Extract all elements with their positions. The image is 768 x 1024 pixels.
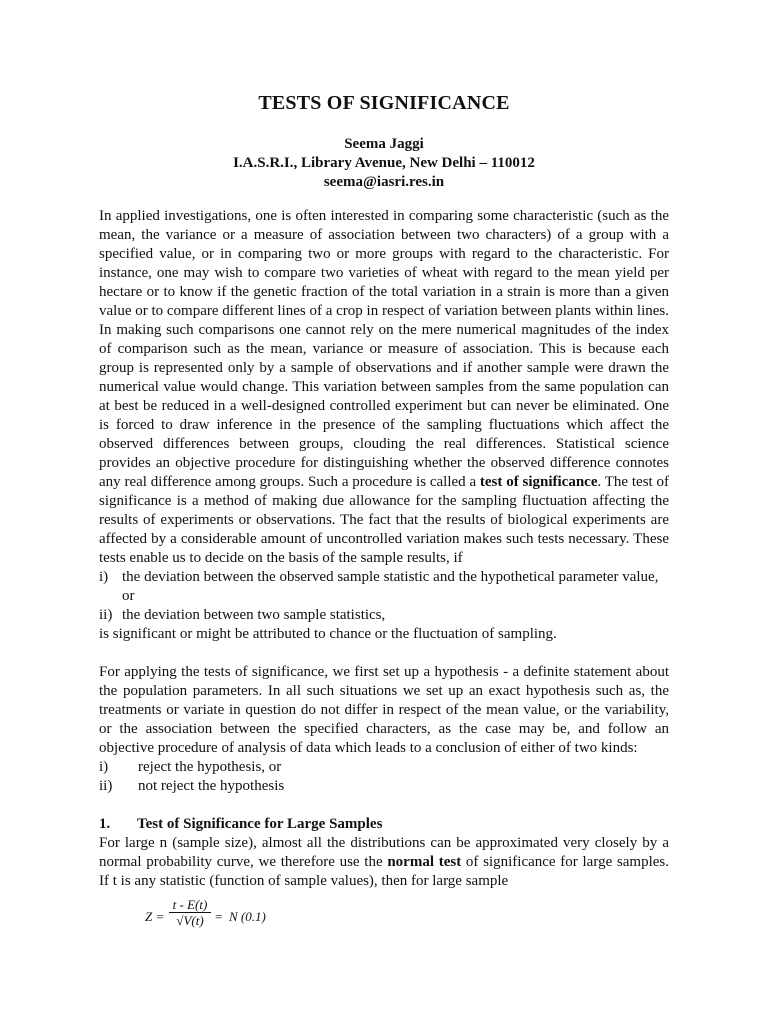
equation-equals: = [215, 909, 223, 924]
paragraph-gap [99, 644, 669, 663]
list-item [99, 758, 669, 777]
deviation-list [99, 568, 669, 625]
section-bold-term: normal test [387, 854, 462, 870]
list-item-text: reject the hypothesis, or [138, 759, 282, 775]
list-item-label: ii) [99, 607, 113, 623]
section-paragraph [99, 834, 669, 891]
intro-tail: is significant or might be attributed to chance or the fluctuation of sampling. [99, 626, 557, 642]
section-text-2: of significance for large samples. If t is any statistic (function of sample values), then for large sample [99, 854, 670, 889]
conclusion-list [99, 758, 669, 796]
list-item-text: or [122, 588, 135, 604]
equation-rhs: N (0.1) [229, 909, 266, 924]
equation-denominator [169, 913, 211, 929]
list-item-text: the deviation between the observed sample statistic and the hypothetical parameter value, [122, 569, 659, 585]
equation-lhs: Z = [145, 909, 165, 924]
list-item-label: ii) [99, 778, 113, 794]
list-item [99, 587, 669, 606]
list-item-label: i) [99, 569, 109, 585]
equation-denominator-text: V(t) [183, 913, 204, 928]
section-text-1: For large n (sample size), almost all the distributions can be approximated very closely by a normal probability curve, we therefore use the [99, 835, 669, 870]
section-title: Test of Significance for Large Samples [137, 816, 383, 832]
list-item [99, 777, 669, 796]
author-affiliation: I.A.S.R.I., Library Avenue, New Delhi – 110012 [233, 155, 535, 171]
intro-text-2: . The test of significance is a method of making due allowance for the sampling fluctuation affecting the results of experiments or observations. The fact that the results of biological experiments are affected by a considerable amount of uncontrolled variation makes such tests necessary. These tests enable us to decide on the basis of the sample results, if [99, 474, 669, 566]
document-title: TESTS OF SIGNIFICANCE [258, 92, 510, 114]
author-name: Seema Jaggi [344, 136, 424, 152]
list-item-text: not reject the hypothesis [138, 778, 285, 794]
intro-paragraph [99, 207, 669, 568]
list-item [99, 568, 669, 587]
equation-fraction [169, 897, 211, 929]
intro-text-1: In applied investigations, one is often interested in comparing some characteristic (such as the mean, the variance or a measure of association between two characters) of a group with a specified value, or in comparing two or more groups with regard to the characteristic. For instance, one may wish to compare two varieties of wheat with regard to the mean yield per hectare or to know if the genetic fraction of the total variation in a strain is more than a given value or to compare different lines of a crop in respect of variation between plants within lines. In making such comparisons one cannot rely on the mere numerical magnitudes of the index of comparison such as the mean, variance or measure of association. This is because each group is represented only by a sample of observations and if another sample were drawn the numerical value would change. This variation between samples from the same population can at best be reduced in a well-designed controlled experiment but can never be eliminated. One is forced to draw inference in the presence of the sampling fluctuations which affect the observed differences between groups, clouding the real differences. Statistical science provides an objective procedure for distinguishing whether the observed difference connotes any real difference among groups. Such a procedure is called a [99, 208, 669, 490]
author-block [99, 135, 669, 192]
list-item-label: i) [99, 759, 109, 775]
author-email: seema@iasri.res.in [323, 174, 445, 190]
intro-bold-term: test of significance [479, 474, 598, 490]
list-item [99, 606, 669, 625]
paragraph-gap [99, 796, 669, 815]
sqrt-symbol: √ [176, 913, 184, 928]
z-equation [99, 893, 669, 937]
hypothesis-paragraph: For applying the tests of significance, we first set up a hypothesis - a definite statement about the population parameters. In all such situations we set up an exact hypothesis such as, the treatments or variate in question do not differ in respect of the mean value, or the variability, or the association between the specified characters, as the case may be, and follow an objective procedure of analysis of data which leads to a conclusion of either of two kinds: [99, 664, 669, 756]
list-item-text: the deviation between two sample statistics, [122, 607, 386, 623]
section-heading [99, 815, 669, 834]
equation-numerator: t - E(t) [169, 897, 211, 913]
section-number: 1. [99, 816, 111, 832]
